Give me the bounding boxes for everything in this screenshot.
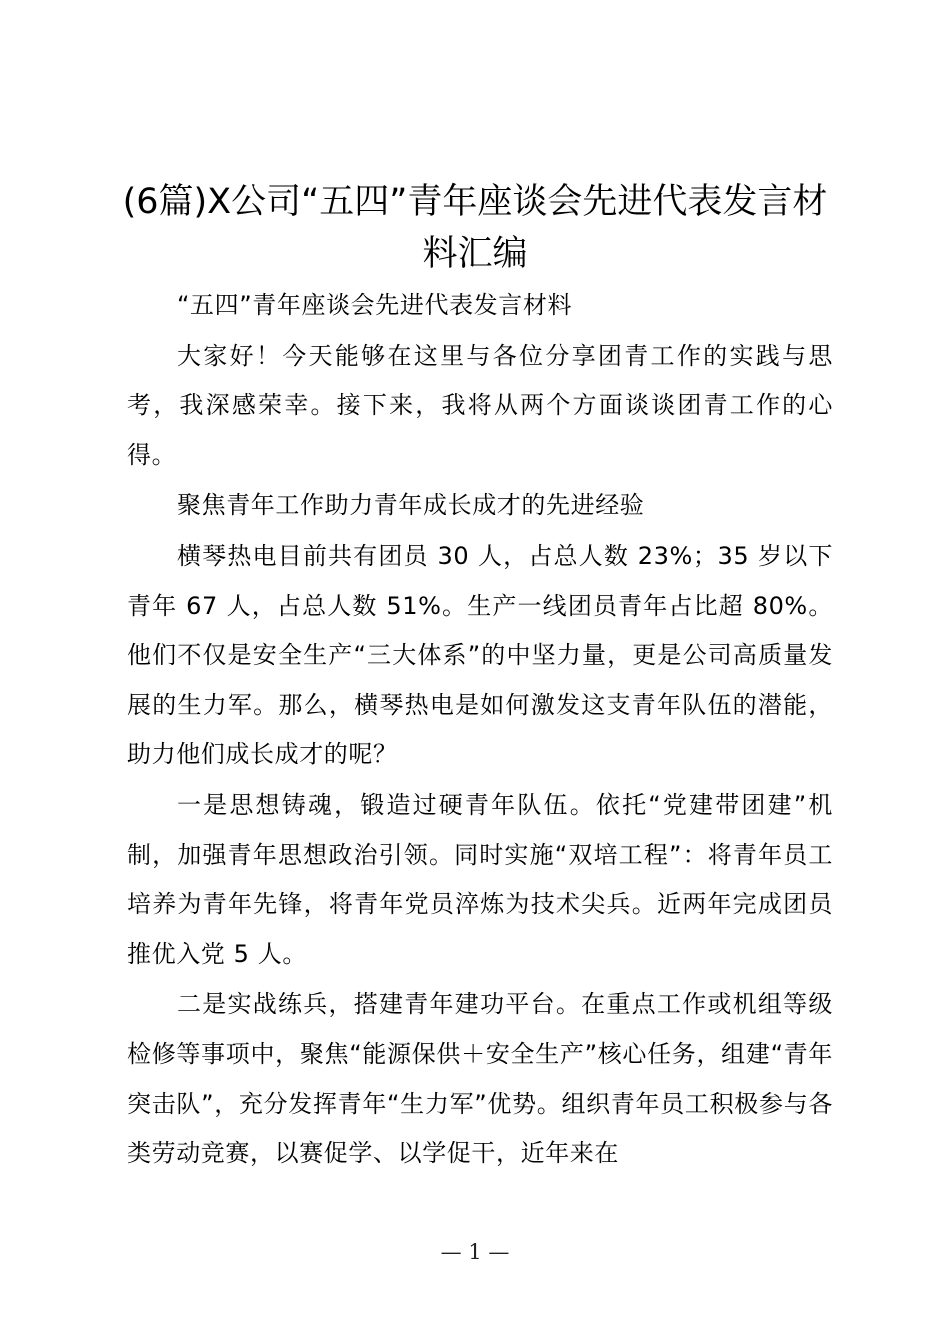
document-title: (6篇)X公司“五四”青年座谈会先进代表发言材料汇编 <box>122 182 828 274</box>
paragraph-statistics: 横琴热电目前共有团员 30 人，占总人数 23%；35 岁以下青年 67 人，占总人数 51%。生产一线团员青年占比超 80%。他们不仅是安全生产“三大体系”的中坚力量，更是公司高质量发展的生力军。那么，横琴热电是如何激发这支青年队伍的潜能，助力他们成长成才的呢？ <box>127 541 833 769</box>
section-heading: 聚焦青年工作助力青年成长成才的先进经验 <box>177 491 645 520</box>
paragraph-greeting: 大家好！今天能够在这里与各位分享团青工作的实践与思考，我深感荣幸。接下来，我将从两个方面谈谈团青工作的心得。 <box>127 341 833 469</box>
document-body <box>127 281 833 1180</box>
page-number: — 1 — <box>440 1240 510 1264</box>
paragraph-point-two: 二是实战练兵，搭建青年建功平台。在重点工作或机组等级检修等事项中，聚焦“能源保供＋安全生产”核心任务，组建“青年突击队”，充分发挥青年“生力军”优势。组织青年员工积极参与各类劳动竞赛，以赛促学、以学促干，近年来在 <box>127 990 833 1168</box>
paragraph-point-one: 一是思想铸魂，锻造过硬青年队伍。依托“党建带团建”机制，加强青年思想政治引领。同时实施“双培工程”：将青年员工培养为青年先锋，将青年党员淬炼为技术尖兵。近两年完成团员推优入党 5 人。 <box>127 790 833 968</box>
section-subtitle: “五四”青年座谈会先进代表发言材料 <box>177 291 573 319</box>
